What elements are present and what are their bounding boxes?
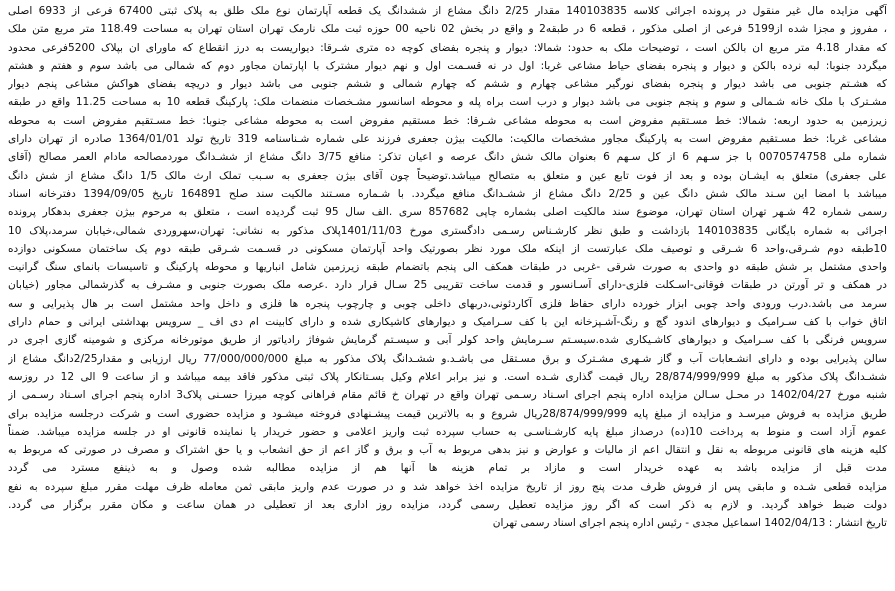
notice-line-1: آگهی مزایده مال غیر منقول در پرونده اجرائی کلاسه 140103835 مقدار 2/25 دانگ مشاع از ششدانگ یک قطعه آپارتمان نوع ملک طلق به پلاک ثبتی 67400 فرعی از 6933 اصلی	[8, 5, 887, 17]
notice-line-16: در همکف و تر آورتن در طبقات فوقانی-اسـکلت فلزی-دارای آسـانسور و قدمت ساخت تقریبی 25 سـال قرار دارد .عرصه ملک بصورت جنوبی و مشـرف به گذرشمالی مجاور (خیابان	[8, 279, 887, 292]
notice-line-9: شماره ملی 0070574758 با جز سـهم 6 از کل سـهم 6 بعنوان مالک شش دانگ عرصه و اعیان تذکر: منافع 3/75 دانگ مشاع از ششـدانگ موردمصالحه مادام العمر مصالح (آقای	[8, 151, 887, 164]
notice-line-19: سرویس فرنگی با کف سـرامیک و دیوارهای کاشـیکاری شده.سیسـتم سـرمایش واحد کولر آبی و سیسـتم گرمایش شوفاژ رادیاتور از طریق موتورخانه مرکزی و شومینه گازی اجری در	[8, 334, 887, 347]
notice-line-8: مشاعی غربا: خط مسـتقیم مفروض است به پارکینگ مجاور مشخصات مالکیت: مالکیت بیژن جعفری فرزند علی شماره شـناسنامه 319 تاریخ تولد 1364/01/01 صادره از تهران دارای	[8, 133, 887, 146]
notice-line-18: اتاق خواب با کف سـرامیک و دیوارهای اندود گچ و رنگ-آشـپزخانه این با کف سـرامیک و دیوارهای کاشیکاری شده و دارای کابینت ام دی اف _ سرویس بهداشتی ایرانی و حمام دارای	[8, 316, 887, 329]
notice-signature-line: تاریخ انتشار : 1402/04/13 اسماعیل مجدی - رئیس اداره پنجم اجرای اسناد رسمی تهران	[492, 517, 887, 530]
notice-line-13: اجرائی به شماره بایگانی 140103835 بازداشت و طبق نظر کارشـناس رسـمی دادگستری مورخ 1401/11/03پلاک مذکور به نشانی: تهران،سهروردی شمالی،خیابان سرمد،پلاک 10	[8, 224, 887, 237]
notice-line-27: مزایده قطعی شـده و مابقی پس از فروش ظرف مدت پنج روز از تاریخ مزایده اخذ خواهد شد و در صورت عدم واریز مابقی ثمن معامله ظرف مهلت مقرر مبلغ سپرده به نفع	[8, 480, 887, 493]
notice-line-28: دولت ضبط خواهد گردید. و لازم به ذکر است که اگر روز مزایده تعطیل رسمی گردد، مزایده روز اداری بعد از تعطیلی در همان ساعت و مکان مقرر برگزار می گردد.	[8, 499, 887, 512]
notice-line-10: علی جعفری) متعلق به ایشـان بوده و بعد از فوت تابع عین و متعلق به متصالح میباشد.توضیحاً چون آقای بیژن جعفری به سـبب تملک ارث مالک 1/5 دانگ مشاع از شش دانگ	[8, 169, 887, 182]
notice-line-2: ، مفروز و مجزا شده از5199 فرعی از اصلی مذکور ، قطعه 6 در طبقه2 و واقع در بخش 02 ناحیه 00 حوزه ثبت ملک نارمک تهران استان تهران به مساحت 118.49 متر مربع متن ملک	[8, 23, 887, 36]
notice-line-7: زیرزمین به حدود اربعه: شمالا: خط مسـتقیم مفروض است به محوطه مشاعی شـرقا: خط مستقیم مفروض است به محوطه مشاعی جنوبا: خط مسـتقیم مفروض است به محوطه	[8, 114, 887, 127]
notice-line-15: واحدی مشتمل بر شش طبقه دو واحدی به صورت شرقی -غربی در طبقات همکف الی پنجم باتضمام طبقه زیرزمین شامل انباریها و محوطه پارکینگ و تاسیسات بانمای سنگ گرانیت	[8, 261, 887, 274]
notice-line-25: کلیه هزینه های قانونی مربوطه به نقل و انتقال اعم از مالیات و عوارض و نیز بدهی مربوط به آب و برق و گاز اعم از حق انشعاب و یا حق اشتراک و مصرف در صورتی که مربوط به	[8, 444, 887, 457]
notice-line-11: میباشد با امضا این سـند مالک شش دانگ عین و 2/25 دانگ مشاع از ششـدانگ منافع میگردد. با شـماره مسـتند مالکیت سند صلح 164891 تاریخ 1394/09/05 دفترخانه اسناد	[8, 187, 887, 200]
notice-line-20: سالن پذیرایی بوده و دارای انشـعابات آب و گاز شـهری مشـترک و برق مسـتقل می باشـد.و ششـدانگ پلاک مذکور به مبلغ 77/000/000/000 ریال ارزیابی و مقدار2/25دانگ مشاع از	[8, 352, 887, 365]
notice-line-14: 10طبقه دوم شـرقی،واحد 6 شـرقی و توصیف ملک عبارتست از اینکه ملک مورد نظر بصورتیک واحد آپارتمان مسکونی در قسـمت شـرقی طبقه دوم یک ساختمان مسکونی دوازده	[8, 242, 887, 255]
notice-line-5: که هشـتم جنوبی می باشد دیوار و پنجره بفضای نورگیر مشاعی چهارم و ششم که چهارم شمالی و ششم جنوبی می باشد دیوار و دریچه بفضای هواکش مشاعی پنجم دیوار	[8, 78, 887, 91]
notice-line-23: طریق مزایده به فروش میرسـد و مزایده از مبلغ پایه 28/874/999/999ریال شروع و به بالاترین قیمت پیشـنهادی فروخته میشـود و مزایده حضوری است و شرکت درجلسه مزایده برای	[8, 407, 887, 420]
notice-line-22: شنبه مورخ 1402/04/27 در محـل سـالن مزایده اداره پنجم اجرای اسـناد رسـمی تهران واقع در تهران خ قائم مقام فراهانی کوچه میرزا حسـنی پلاک3 اداره پنجم اجرای اسـناد رسـمی از	[8, 389, 887, 402]
notice-line-24: عموم آزاد است و منوط به پرداخت 10(ده) درصداز مبلغ پایه کارشـناسـی به حساب سپرده ثبت واریز اعلامی و حضور خریدار یا نماینده قانونی او در جلسه مزایده میباشد. ضمناً	[8, 425, 887, 438]
notice-line-21: ششـدانگ پلاک مذکور به مبلغ 28/874/999/999 ریال قیمت گذاری شـده است. و نیز برابر اعلام وکیل بسـتانکار پلاک ثبتی مذکور فاقد بیمه میباشد و از ساعت 9 الی 12 در روزسه	[8, 370, 887, 383]
notice-line-26: مدت قبل از مزایده باشد به عهده خریدار است و مازاد بر تمام هزینه ها آنها هم از مزایده مطالبه شده وصول و به ذینفع مسترد می گردد	[8, 462, 887, 475]
notice-line-6: مشـترک با ملک خانه شـمالی و سوم و پنجم جنوبی می باشد دیوار و درب است براه پله و محوطه اسانسور مشـخصات منضمات ملک: پارکینگ قطعه 10 به مساحت 11.25 واقع در طبقه	[8, 96, 887, 109]
notice-line-17: سرمد می باشد.درب ورودی واحد چوبی ابزار خورده دارای حفاظ فلزی آکاردئونی،دربهای داخلی چوبی و چارچوب پنجره ها فلزی و داخل واحد مشتمل است بر هال پذیرایی و سه	[8, 297, 887, 310]
notice-line-3: که مقدار 4.18 متر مربع ان بالکن است ، توضیحات ملک به حدود: شمالا: دیوار و پنجره بفضای کوچه ده متری شـرقا: دیواریست به درز انقطاع که ماورای ان بپلاک 5200فرعی محدود	[8, 41, 887, 54]
notice-line-4: میگردد جنوبا: لبه نرده بالکن و دیوار و پنجره بفضای حیاط مشاعی غربا: اول در نه قسـمت اول و نهم دیوار مشترک با اپارتمان مجاور دوم که شمالی می باشد سوم و هفتم و هشتم	[8, 59, 887, 72]
notice-line-12: رسمی شماره 42 شـهر تهران استان تهران، موضوع سند مالکیت اصلی بشماره چاپی 857682 سری .الف سال 95 ثبت گردیده است ، متعلق به مرحوم بیژن جعفری بدهکار پرونده	[8, 206, 887, 219]
